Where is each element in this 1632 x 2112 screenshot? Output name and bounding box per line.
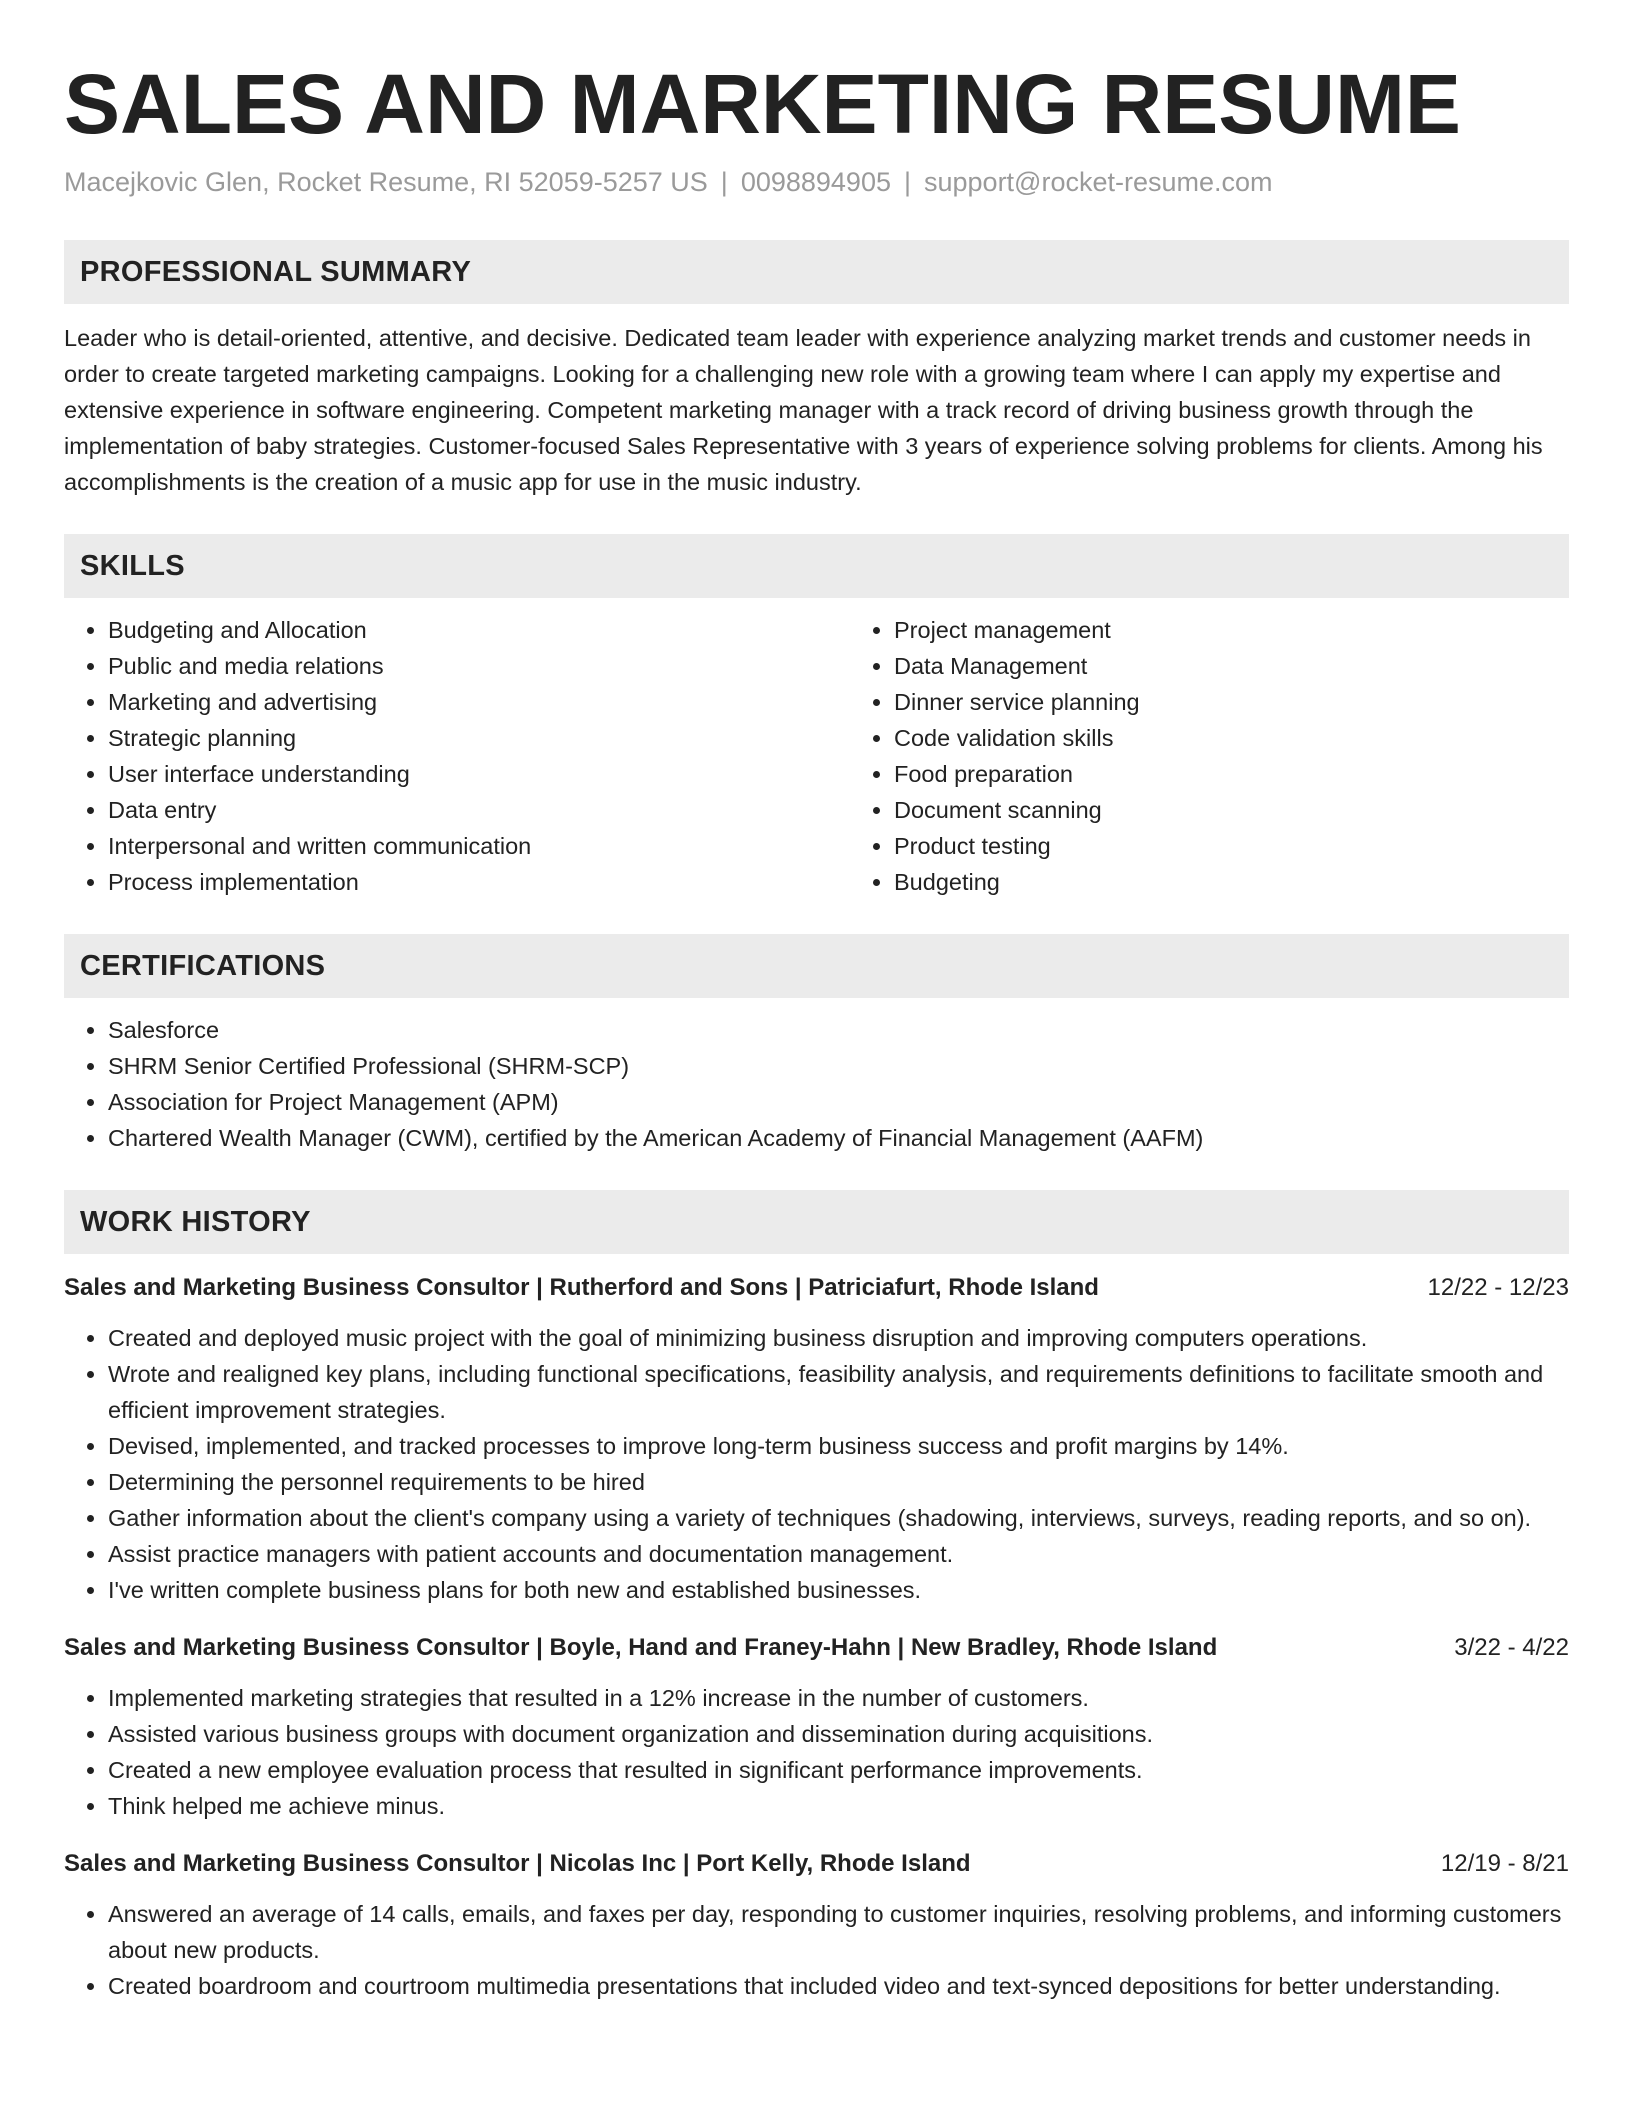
- contact-line: [64, 164, 1569, 200]
- contact-separator: |: [720, 167, 728, 197]
- section-heading-skills: SKILLS: [64, 534, 1569, 598]
- job-title: Sales and Marketing Business Consultor | Rutherford and Sons | Patriciafurt, Rhode Island: [64, 1274, 1099, 1301]
- job-bullet: • Created a new employee evaluation process that resulted in significant performance improvements.: [108, 1752, 1569, 1788]
- section-heading-certifications: CERTIFICATIONS: [64, 934, 1569, 998]
- section-heading-summary: PROFESSIONAL SUMMARY: [64, 240, 1569, 304]
- skill-item: • Budgeting and Allocation: [108, 612, 850, 648]
- resume-title: SALES AND MARKETING RESUME: [64, 57, 1461, 151]
- skill-item: • Dinner service planning: [894, 684, 1632, 720]
- job-dates: 12/22 - 12/23: [1427, 1274, 1569, 1301]
- job-bullet: • Gather information about the client's company using a variety of techniques (shadowing, interviews, surveys, reading reports, and so on).: [108, 1500, 1569, 1536]
- contact-phone: 0098894905: [740, 167, 891, 197]
- job-header: [64, 1630, 1569, 1666]
- skills-list-right: [850, 612, 1632, 900]
- job-bullet: • Implemented marketing strategies that resulted in a 12% increase in the number of customers.: [108, 1680, 1569, 1716]
- skill-item: • Document scanning: [894, 792, 1632, 828]
- job-dates: 12/19 - 8/21: [1440, 1850, 1569, 1877]
- section-heading-work-history: WORK HISTORY: [64, 1190, 1569, 1254]
- skill-item: • Data Management: [894, 648, 1632, 684]
- skill-item: • Budgeting: [894, 864, 1632, 900]
- skill-item: • User interface understanding: [108, 756, 850, 792]
- skill-item: • Code validation skills: [894, 720, 1632, 756]
- contact-email: support@rocket-resume.com: [924, 167, 1273, 197]
- job-bullet: • Created and deployed music project with the goal of minimizing business disruption and improving computers operations.: [108, 1320, 1569, 1356]
- job-bullet: • Assisted various business groups with document organization and dissemination during acquisitions.: [108, 1716, 1569, 1752]
- skill-item: • Marketing and advertising: [108, 684, 850, 720]
- job-bullets: [64, 1320, 1569, 1608]
- job-bullet: • Think helped me achieve minus.: [108, 1788, 1569, 1824]
- certifications-list: [64, 1012, 1569, 1156]
- job-bullet: • Answered an average of 14 calls, emails, and faxes per day, responding to customer inquiries, resolving problems, and informing customers about new products.: [108, 1896, 1569, 1968]
- resume-page: [64, 0, 1569, 2004]
- job-bullet: • Assist practice managers with patient accounts and documentation management.: [108, 1536, 1569, 1572]
- certification-item: • SHRM Senior Certified Professional (SHRM-SCP): [108, 1048, 1569, 1084]
- job-header: [64, 1846, 1569, 1882]
- job-entry: [64, 1270, 1569, 1608]
- job-header: [64, 1270, 1569, 1306]
- job-bullet: • Created boardroom and courtroom multimedia presentations that included video and text-synced depositions for better understanding.: [108, 1968, 1569, 2004]
- job-bullets: [64, 1896, 1569, 2004]
- skill-item: • Data entry: [108, 792, 850, 828]
- job-bullet: • Devised, implemented, and tracked processes to improve long-term business success and profit margins by 14%.: [108, 1428, 1569, 1464]
- job-bullets: [64, 1680, 1569, 1824]
- skills-grid: [64, 612, 1569, 900]
- skill-item: • Product testing: [894, 828, 1632, 864]
- certification-item: • Association for Project Management (APM): [108, 1084, 1569, 1120]
- certification-item: • Chartered Wealth Manager (CWM), certified by the American Academy of Financial Management (AAFM): [108, 1120, 1569, 1156]
- job-title: Sales and Marketing Business Consultor | Boyle, Hand and Franey-Hahn | New Bradley, Rhode Island: [64, 1634, 1218, 1661]
- job-entry: [64, 1846, 1569, 2004]
- skill-item: • Food preparation: [894, 756, 1632, 792]
- contact-address: Macejkovic Glen, Rocket Resume, RI 52059-5257 US: [64, 167, 708, 197]
- job-bullet: • I've written complete business plans for both new and established businesses.: [108, 1572, 1569, 1608]
- certification-item: • Salesforce: [108, 1012, 1569, 1048]
- job-bullet: • Wrote and realigned key plans, including functional specifications, feasibility analysis, and requirements definitions to facilitate smooth and efficient improvement strategies.: [108, 1356, 1569, 1428]
- job-entry: [64, 1630, 1569, 1824]
- skill-item: • Process implementation: [108, 864, 850, 900]
- skill-item: • Interpersonal and written communication: [108, 828, 850, 864]
- contact-separator: |: [903, 167, 911, 197]
- skill-item: • Strategic planning: [108, 720, 850, 756]
- job-bullet: • Determining the personnel requirements to be hired: [108, 1464, 1569, 1500]
- summary-text: Leader who is detail-oriented, attentive, and decisive. Dedicated team leader with experience analyzing market trends and customer needs in order to create targeted marketing campaigns. Looking for a challenging new role with a growing team where I can apply my expertise and extensive experience in software engineering. Competent marketing manager with a track record of driving business growth through the implementation of baby strategies. Customer-focused Sales Representative with 3 years of experience solving problems for clients. Among his accomplishments is the creation of a music app for use in the music industry.: [64, 325, 1543, 495]
- skill-item: • Public and media relations: [108, 648, 850, 684]
- skills-list-left: [64, 612, 850, 900]
- skill-item: • Project management: [894, 612, 1632, 648]
- job-dates: 3/22 - 4/22: [1454, 1634, 1569, 1661]
- job-title: Sales and Marketing Business Consultor | Nicolas Inc | Port Kelly, Rhode Island: [64, 1850, 971, 1877]
